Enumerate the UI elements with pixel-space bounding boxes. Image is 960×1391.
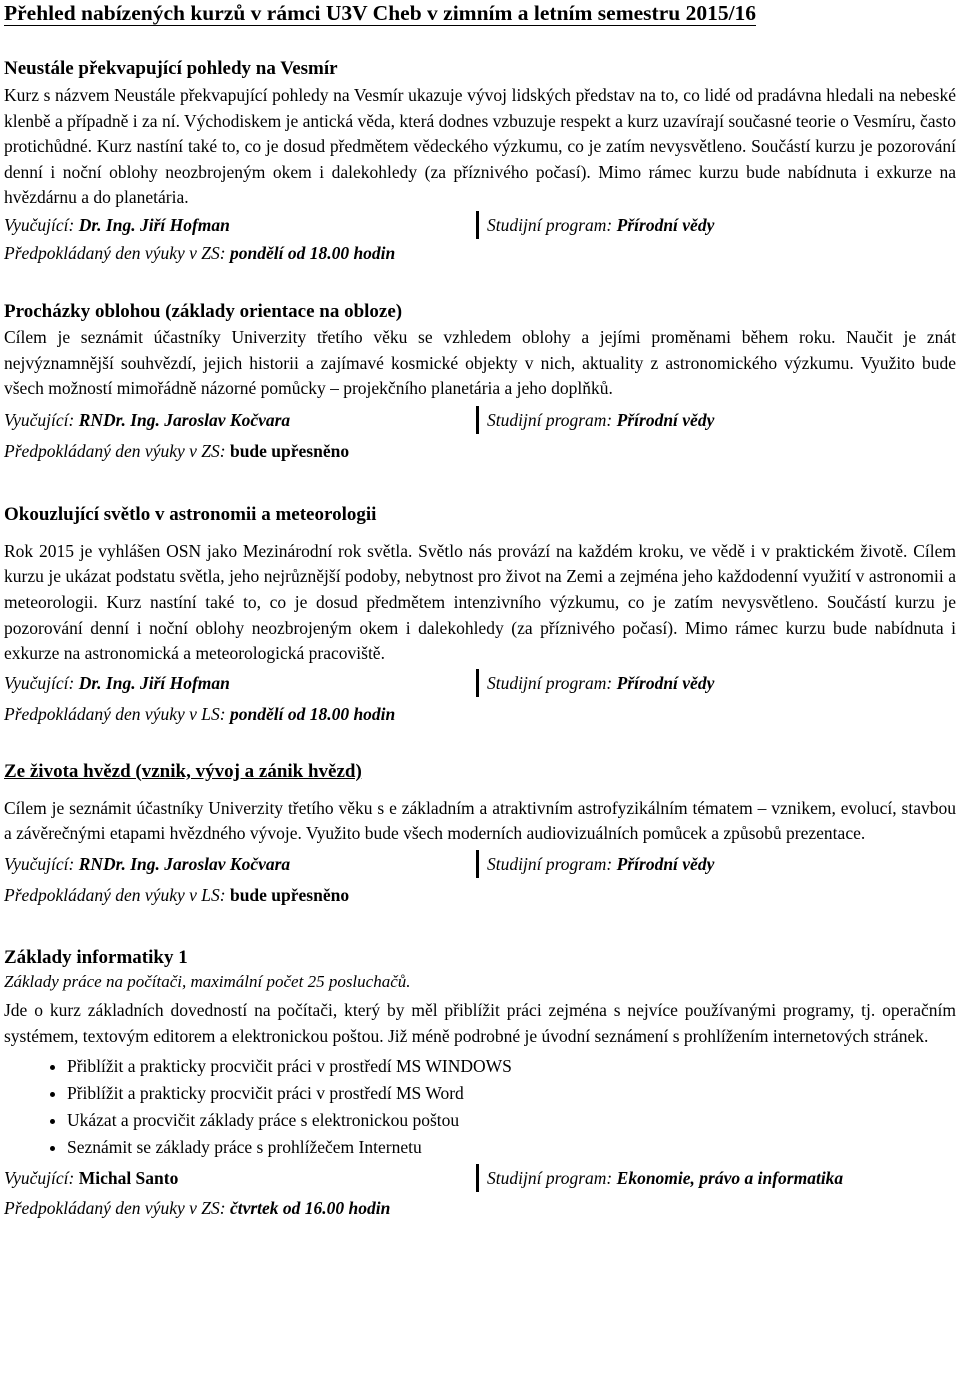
course-goals-list: [4, 1053, 956, 1161]
program-name: Přírodní vědy: [616, 672, 715, 693]
program: [476, 850, 714, 878]
schedule-value: pondělí od 18.00 hodin: [229, 242, 396, 263]
teacher: [4, 406, 290, 434]
course-description: Cílem je seznámit účastníky Univerzity třetího věku s e základním a atraktivním astrofyzikálním tématem – vznikem, evolucí, stavbou a závěrečnými etapami hvězdného vývoje. Využito bude všech moderních audiovizuálních pomůcek a způsobů prezentace.: [4, 797, 956, 844]
course-title: Základy informatiky 1: [4, 946, 188, 968]
course-vesmir: [4, 57, 956, 267]
course-meta: [4, 850, 956, 878]
teacher-name: RNDr. Ing. Jaroslav Kočvara: [78, 409, 291, 430]
course-description: Rok 2015 je vyhlášen OSN jako Mezinárodní rok světla. Světlo nás provází na každém kroku, ve vědě i v praktickém životě. Cílem kurzu je ukázat podstatu světla, jeho nejrůznější podoby, nebytnost pro život na Zemi a zejména jeho každodenní využití v astronomii a meteorologii. Kurz nastíní také to, co je dosud předmětem intenzivního výzkumu, co je zatím nevysvětleno. Součástí kurzu je pozorování denní i noční oblohy neozbrojeným okem i dalekohledy (za příznivého počasí). Mimo rámec kurzu bude nabídnuta i exkurze na astronomická a meteorologická pracoviště.: [4, 540, 956, 664]
course-meta: [4, 669, 956, 697]
program: [476, 1164, 843, 1192]
course-description: Cílem je seznámit účastníky Univerzity třetího věku se vzhledem oblohy a jejími proměnami během roku. Naučit je znát nejvýznamnější souhvězdí, jejich historii a zajímavé kosmické objekty v nich, aktuality z astronomického výzkumu. Využito bude všech možností mimořádně názorné pomůcky – projekčního planetária a jeho doplňků.: [4, 326, 956, 399]
schedule: [4, 881, 956, 909]
schedule-label: Předpokládaný den výuky v LS:: [4, 703, 226, 724]
schedule-value: bude upřesněno: [229, 440, 350, 461]
schedule-value: pondělí od 18.00 hodin: [229, 703, 396, 724]
program-name: Přírodní vědy: [616, 214, 715, 235]
schedule: [4, 239, 956, 267]
teacher-label: Vyučující:: [4, 672, 75, 693]
schedule-label: Předpokládaný den výuky v ZS:: [4, 1198, 226, 1219]
course-title-text: Ze života hvězd (vznik, vývoj a zánik hvězd): [4, 760, 362, 782]
teacher-label: Vyučující:: [4, 214, 75, 235]
course-title: Neustále překvapující pohledy na Vesmír: [4, 58, 338, 79]
program-label: Studijní program:: [487, 853, 613, 874]
program-label: Studijní program:: [487, 214, 613, 235]
program-name: Přírodní vědy: [616, 853, 715, 874]
course-prochazky: [4, 300, 956, 465]
schedule: [4, 1194, 956, 1222]
course-title: Procházky oblohou (základy orientace na obloze): [4, 300, 403, 322]
course-title: [4, 760, 956, 784]
schedule-label: Předpokládaný den výuky v ZS:: [4, 242, 226, 263]
list-item: • Přiblížit a prakticky procvičit práci v prostředí MS WINDOWS: [67, 1053, 956, 1080]
teacher-name: RNDr. Ing. Jaroslav Kočvara: [78, 853, 291, 874]
teacher: [4, 1164, 178, 1192]
list-item: • Seznámit se základy práce s prohlížečem Internetu: [67, 1134, 956, 1161]
course-description: Kurz s názvem Neustále překvapující pohledy na Vesmír ukazuje vývoj lidských představ na to, co lidé od pradávna hledali na nebeské klenbě a případně i za ní. Východiskem je antická věda, která dodnes vzbuzuje respekt a kurz uzavírají současné teorie o Vesmíru, často protichůdné. Kurz nastíní také to, co je dosud předmětem vědeckého výzkumu, co je zatím nevysvětleno. Součástí kurzu je pozorování denní i noční oblohy neozbrojeným okem i dalekohledy (za příznivého počasí). Mimo rámec kurzu bude nabídnuta i exkurze na hvězdárnu a do planetária.: [4, 85, 956, 208]
program-name: Ekonomie, právo a informatika: [616, 1168, 844, 1189]
course-meta: [4, 1164, 956, 1192]
course-hvezdy: [4, 760, 956, 909]
course-description: Jde o kurz základních dovedností na počítači, který by měl přiblížit práci zejména s nejvíce používanými programy, tj. operačním systémem, textovým editorem a elektronickou poštou. Již méně podrobné je úvodní seznámení s prohlížením internetových stránek.: [4, 999, 956, 1046]
teacher-label: Vyučující:: [4, 1168, 75, 1189]
course-subtitle: Základy práce na počítači, maximální počet 25 posluchačů.: [4, 971, 411, 991]
program: [476, 669, 714, 697]
program: [476, 211, 714, 239]
schedule: [4, 700, 956, 728]
list-item: • Ukázat a procvičit základy práce s elektronickou poštou: [67, 1107, 956, 1134]
course-svetlo: [4, 503, 956, 728]
list-item: • Přiblížit a prakticky procvičit práci v prostředí MS Word: [67, 1080, 956, 1107]
schedule-label: Předpokládaný den výuky v LS:: [4, 884, 226, 905]
schedule: [4, 437, 956, 465]
program-name: Přírodní vědy: [616, 409, 715, 430]
teacher-name: Michal Santo: [78, 1168, 179, 1189]
teacher: [4, 669, 230, 697]
course-informatika: [4, 946, 956, 1222]
schedule-value: čtvrtek od 16.00 hodin: [229, 1198, 391, 1219]
teacher-name: Dr. Ing. Jiří Hofman: [78, 672, 230, 693]
program: [476, 406, 714, 434]
teacher-label: Vyučující:: [4, 853, 75, 874]
document-title-text: Přehled nabízených kurzů v rámci U3V Cheb v zimním a letním semestru 2015/16: [4, 1, 757, 25]
teacher: [4, 850, 290, 878]
teacher-label: Vyučující:: [4, 409, 75, 430]
program-label: Studijní program:: [487, 672, 613, 693]
teacher: [4, 211, 230, 239]
course-meta: [4, 406, 956, 434]
program-label: Studijní program:: [487, 1168, 613, 1189]
course-meta: [4, 211, 956, 239]
program-label: Studijní program:: [487, 409, 613, 430]
course-title: Okouzlující světlo v astronomii a meteorologii: [4, 503, 377, 525]
teacher-name: Dr. Ing. Jiří Hofman: [78, 214, 230, 235]
schedule-label: Předpokládaný den výuky v ZS:: [4, 440, 226, 461]
document-title: [4, 0, 956, 25]
schedule-value: bude upřesněno: [229, 884, 350, 905]
